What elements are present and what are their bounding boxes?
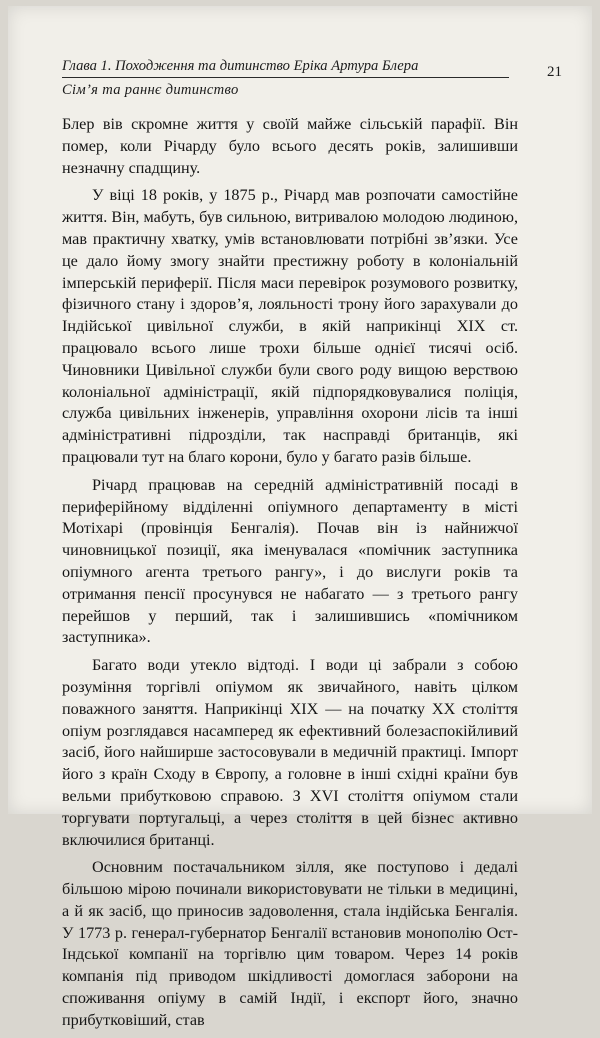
paragraph: Багато води утекло відтоді. І води ці забрали з собою розуміння торгівлі опіумом як звичайного, навіть цілком поважного заняття. Наприкінці XIX — на початку XX століття опіум розглядався насамперед як ефективний болезаспокійливий засіб, його найширше застосовували в медичній практиці. Імпорт його з країн Сходу в Європу, а головне в інші східні країни був вельми прибутковою справою. З XVI століття опіумом стали торгувати португальці, а через століття в цей бізнес активно включилися британці. (62, 656, 518, 849)
paragraph: Основним постачальником зілля, яке поступово і дедалі більшою мірою починали використовувати не тільки в медицині, а й як засіб, що приносив задоволення, стала індійська Бенгалія. У 1773 р. генерал-губернатор Бенгалії встановив монополію Ост-Індської компанії на торгівлю цим товаром. Через 14 років компанія під приводом шкідливості домоглася заборони на споживання опіуму в самій Індії, і експорт його, значно прибутковіший, став (62, 858, 518, 1029)
section-title: Сім’я та раннє дитинство (62, 82, 239, 98)
running-header-line (62, 58, 562, 80)
chapter-title: Глава 1. Походження та дитинство Еріка Артура Блера (62, 58, 419, 74)
running-header (62, 58, 562, 99)
body-text (62, 114, 518, 1038)
book-page (8, 6, 592, 1029)
paragraph: У віці 18 років, у 1875 р., Річард мав розпочати самостійне життя. Він, мабуть, був сильною, витривалою молодою людиною, мав практичну хватку, умів встановлювати потрібні зв’язки. Усе це дало йому змогу знайти престижну роботу в колоніальній імперській периферії. Після маси перевірок розумового розвитку, фізичного стану і здоров’я, лояльності трону його зарахували до Індійської цивільної служби, в якій наприкінці XIX ст. працювало всього лише трохи більше однієї тисячі осіб. Чиновники Цивільної служби були свого роду вищою верствою колоніальної адміністрації, якій підпорядковувалися поліція, служба цивільних інженерів, управління охорони лісів та інші адміністративні підрозділи, так насправді британців, які працювали тут на благо корони, було у багато разів більше. (62, 186, 518, 466)
page-number: 21 (547, 64, 562, 80)
header-rule (62, 77, 509, 78)
paragraph: Річард працював на середній адміністративній посаді в периферійному відділенні опіумного департаменту в місті Мотіхарі (провінція Бенгалія). Почав він із найнижчої чиновницької позиції, яка іменувалася «помічник заступника опіумного агента третього рангу», і до вислуги років та отримання пенсії просунувся не набагато — з третього рангу перейшов у перший, так і залишившись «помічником заступника». (62, 475, 518, 647)
paragraph: Блер вів скромне життя у своїй майже сільській парафії. Він помер, коли Річарду було всього десять років, залишивши незначну спадщину. (62, 115, 518, 177)
